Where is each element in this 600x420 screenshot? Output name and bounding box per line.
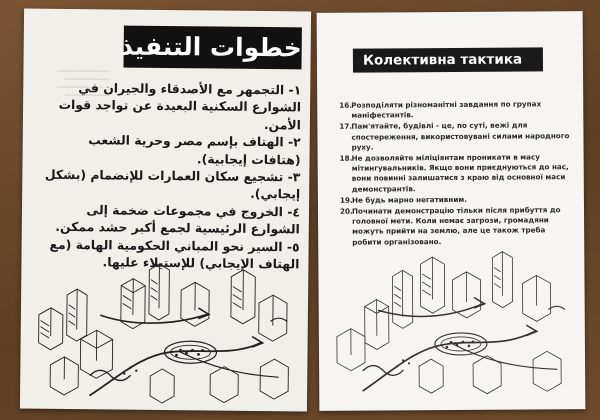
ukrainian-leaflet: [317, 11, 586, 411]
item-number: 16.: [339, 100, 353, 110]
list-item: ٥- السير نحو المباني الحكومية الهامة (مع الهتاف الإيجابي) للإستيلاء عليها.: [49, 236, 300, 272]
list-item: ٣- تشجيع سكان العمارات للإنضمام (بشكل إيجابي).: [44, 166, 301, 202]
item-text: Пам'ятайте, будівлі - це, по суті, вежі для спостереження, використовувані силами народного руху.: [351, 120, 570, 152]
item-number: 20.: [339, 206, 353, 216]
list-item: ١- التجمهر مع الأصدقاء والجيران في الشوارع السكنية البعيدة عن تواجد قوات الأمن.: [58, 80, 302, 133]
list-item: [340, 152, 572, 194]
arabic-title: خطوات التنفيذ: [123, 26, 301, 70]
ukrainian-tactics-list: [339, 99, 572, 248]
item-text: Не дозволяйте міліціянтам проникати в масу мітингувальників. Якщо вони приєднуються до нас, вони повинні залишатися з краю від основної маси демонстрантів.: [351, 152, 569, 194]
list-item: ٢- الهتاف بإسم مصر وحرية الشعب (هتافات إيجابية).: [88, 132, 301, 168]
list-item: [339, 121, 571, 153]
item-text: Починати демонстрацію тільки після прибуття до головної мети. Коли немає загрози, громадяни можуть прийти на землю, але це також треба робити організовано.: [351, 205, 561, 247]
list-item: [339, 99, 571, 121]
arabic-steps-list: [37, 79, 301, 273]
city-sketch-illustration: [322, 239, 581, 407]
ukrainian-title: Колективна тактика: [353, 47, 543, 72]
item-text: Не будь марно негативним.: [351, 194, 467, 205]
city-sketch-illustration: [30, 255, 304, 412]
item-number: 17.: [339, 122, 353, 132]
list-item: [340, 194, 572, 206]
list-item: ٤- الخروج في مجموعات ضخمة إلى الشوارع الرئيسية لجمع أكبر حشد ممكن.: [55, 202, 301, 237]
item-number: 19.: [339, 195, 353, 205]
item-number: 18.: [339, 153, 353, 163]
item-text: Розподіляти різноманітні завдання по групах маніфестантів.: [351, 99, 542, 120]
arabic-leaflet: [20, 9, 311, 412]
